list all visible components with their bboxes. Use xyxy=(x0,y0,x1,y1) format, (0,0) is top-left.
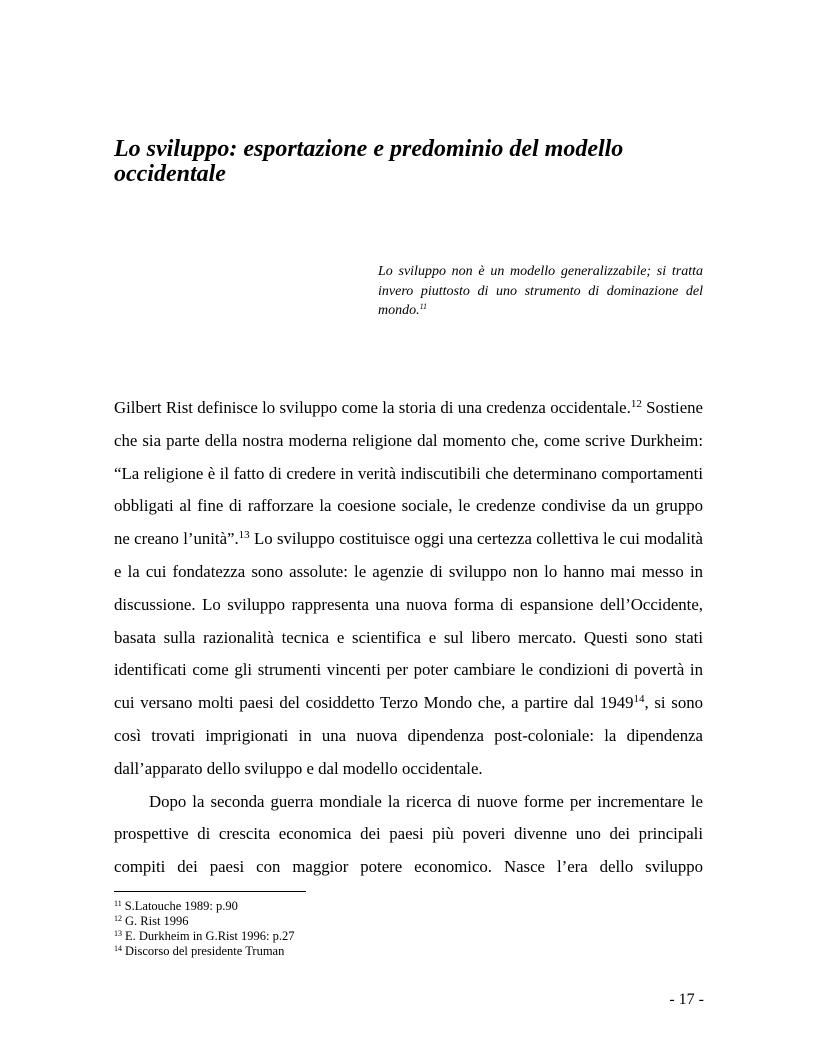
footnote-13 xyxy=(114,929,514,944)
footnote-divider xyxy=(114,891,306,892)
paragraph-1-sentence-3: Lo sviluppo costituisce oggi una certezza collettiva le cui modalità e la cui fondatezza sono assolute: le agenzie di sviluppo non lo hanno mai messo in discussione. Lo sviluppo rappresenta una nuova forma di espansione dell’Occidente, basata sulla razionalità tecnica e scientifica e sul libero mercato. Questi sono stati identificati come gli strumenti vincenti per poter cambiare le condizioni di povertà in cui versano molti paesi del cosiddetto Terzo Mondo che, a partire dal 1949 xyxy=(114,529,703,713)
footnote-11 xyxy=(114,899,514,914)
epigraph-text: Lo sviluppo non è un modello generalizzabile; si tratta invero piuttosto di uno strumento di dominazione del mondo. xyxy=(378,264,703,318)
footnote-text: G. Rist 1996 xyxy=(125,914,189,928)
paragraph-1-sentence-1: Gilbert Rist definisce lo sviluppo come la storia di una credenza occidentale. xyxy=(114,398,631,417)
footnote-number: 14 xyxy=(114,944,122,953)
epigraph-quote xyxy=(378,262,703,321)
footnote-number: 13 xyxy=(114,929,122,938)
paragraph-1 xyxy=(114,392,703,786)
footnote-text: E. Durkheim in G.Rist 1996: p.27 xyxy=(125,929,295,943)
footnote-14 xyxy=(114,944,514,959)
footnote-number: 12 xyxy=(114,914,122,923)
page-title: Lo sviluppo: esportazione e predominio del modello occidentale xyxy=(114,136,624,187)
footnote-ref-13[interactable]: 13 xyxy=(238,529,250,542)
paragraph-1-sentence-2: Sostiene che sia parte della nostra moderna religione dal momento che, come scrive Durkheim: “La religione è il fatto di credere in verità indiscutibili che determinano comportamenti obbligati al fine di rafforzare la coesione sociale, le credenze condivise da un gruppo ne creano l’unità”. xyxy=(114,398,704,549)
footnote-ref-12[interactable]: 12 xyxy=(630,398,642,410)
page-number: - 17 - xyxy=(669,991,704,1008)
footnote-text: S.Latouche 1989: p.90 xyxy=(124,899,238,913)
footnote-text: Discorso del presidente Truman xyxy=(125,944,285,958)
body-text xyxy=(114,392,703,884)
footnote-ref-11[interactable]: 11 xyxy=(419,302,428,311)
footnote-ref-14[interactable]: 14 xyxy=(633,693,645,706)
paragraph-1-sentence-4: , si sono così trovati imprigionati in una nuova dipendenza post-coloniale: la dipendenza dall’apparato dello sviluppo e dal modello occidentale. xyxy=(114,693,704,778)
footnote-12 xyxy=(114,914,514,929)
paragraph-2: Dopo la seconda guerra mondiale la ricerca di nuove forme per incrementare le prospettive di crescita economica dei paesi più poveri divenne uno dei principali compiti dei paesi con maggior potere economico. Nasce l’era dello sviluppo xyxy=(114,791,703,877)
footnote-number: 11 xyxy=(114,899,122,908)
footnotes xyxy=(114,899,514,959)
